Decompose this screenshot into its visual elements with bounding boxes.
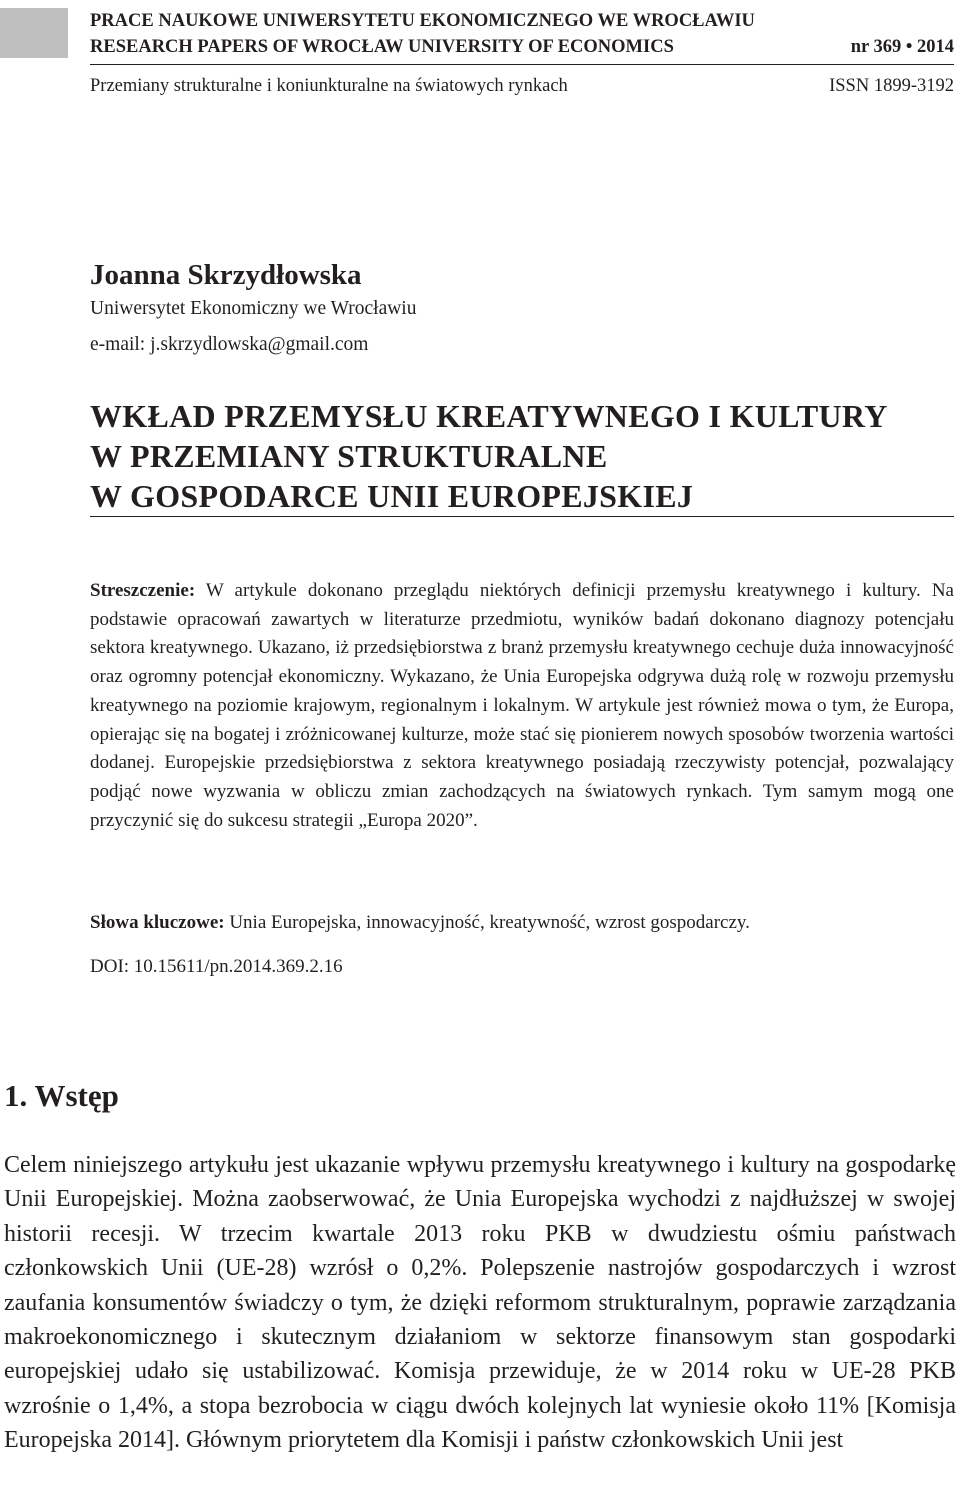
abstract-label: Streszczenie:: [90, 580, 196, 601]
article-title-line-3: W GOSPODARCE UNII EUROPEJSKIEJ: [90, 478, 694, 514]
doi: DOI: 10.15611/pn.2014.369.2.16: [90, 956, 343, 977]
keywords-text: Unia Europejska, innowacyjność, kreatywność, wzrost gospodarczy.: [224, 912, 750, 933]
section-heading: 1. Wstęp: [4, 1078, 119, 1113]
article-title: [90, 396, 930, 516]
author-affiliation: Uniwersytet Ekonomiczny we Wrocławiu: [90, 298, 417, 319]
title-rule: [90, 516, 954, 517]
issue-number: nr 369 • 2014: [850, 37, 954, 57]
article-title-line-1: WKŁAD PRZEMYSŁU KREATYWNEGO I KULTURY: [90, 398, 888, 434]
journal-title-en-row: [90, 34, 954, 60]
keywords: [90, 909, 954, 937]
section-body: Celem niniejszego artykułu jest ukazanie wpływu przemysłu kreatywnego i kultury na gospodarkę Unii Europejskiej. Można zaobserwować, że Unia Europejska wychodzi z najdłuższej w swojej historii recesji. W trzecim kwartale 2013 roku PKB w dwudziestu ośmiu państwach członkowskich Unii (UE-28) wzrósł o 0,2%. Polepszenie nastrojów gospodarczych i wzrost zaufania konsumentów świadczy o tym, że dzięki reformom strukturalnym, poprawie zarządzania makroekonomicznego i skutecznym działaniom w sektorze finansowym stan gospodarki europejskiej udało się ustabilizować. Komisja przewiduje, że w 2014 roku w UE-28 PKB wzrośnie o 1,4%, a stopa bezrobocia w ciągu dwóch kolejnych lat wyniesie około 11% [Komisja Europejska 2014]. Głównym priorytetem dla Komisji i państw członkowskich Unii jest: [4, 1152, 956, 1454]
corner-gray-box: [0, 8, 68, 58]
keywords-label: Słowa kluczowe:: [90, 912, 225, 933]
author-email: e-mail: j.skrzydlowska@gmail.com: [90, 334, 369, 355]
article-title-line-2: W PRZEMIANY STRUKTURALNE: [90, 438, 608, 474]
journal-title-en: RESEARCH PAPERS OF WROCŁAW UNIVERSITY OF ECONOMICS: [90, 37, 674, 57]
issn: ISSN 1899-3192: [829, 76, 954, 96]
abstract-text: W artykule dokonano przeglądu niektórych definicji przemysłu kreatywnego i kultury. Na podstawie opracowań zawartych w literaturze przedmiotu, wyników badań dokonano diagnozy potencjału sektora kreatywnego. Ukazano, iż przedsiębiorstwa z branż przemysłu kreatywnego cechuje duża innowacyjność oraz ogromny potencjał ekonomiczny. Wykazano, że Unia Europejska odgrywa dużą rolę w rozwoju przemysłu kreatywnego na poziomie krajowym, regionalnym i lokalnym. W artykule jest również mowa o tym, że Europa, opierając się na bogatej i zróżnicowanej kulturze, może stać się pionierem nowych sposobów tworzenia wartości dodanej. Europejskie przedsiębiorstwa z sektora kreatywnego posiadają rzeczywisty potencjał, pozwalający podjąć nowe wyzwania w obliczu zmian zachodzących na światowych rynkach. Tym samym mogą one przyczynić się do sukcesu strategii „Europa 2020”.: [90, 580, 954, 831]
header-rule: [90, 64, 954, 65]
journal-title-pl: PRACE NAUKOWE UNIWERSYTETU EKONOMICZNEGO WE WROCŁAWIU: [90, 11, 755, 31]
abstract: [90, 577, 954, 835]
author-name: Joanna Skrzydłowska: [90, 259, 362, 291]
series-title: Przemiany strukturalne i koniunkturalne na światowych rynkach: [90, 76, 568, 96]
series-row: [90, 72, 954, 100]
